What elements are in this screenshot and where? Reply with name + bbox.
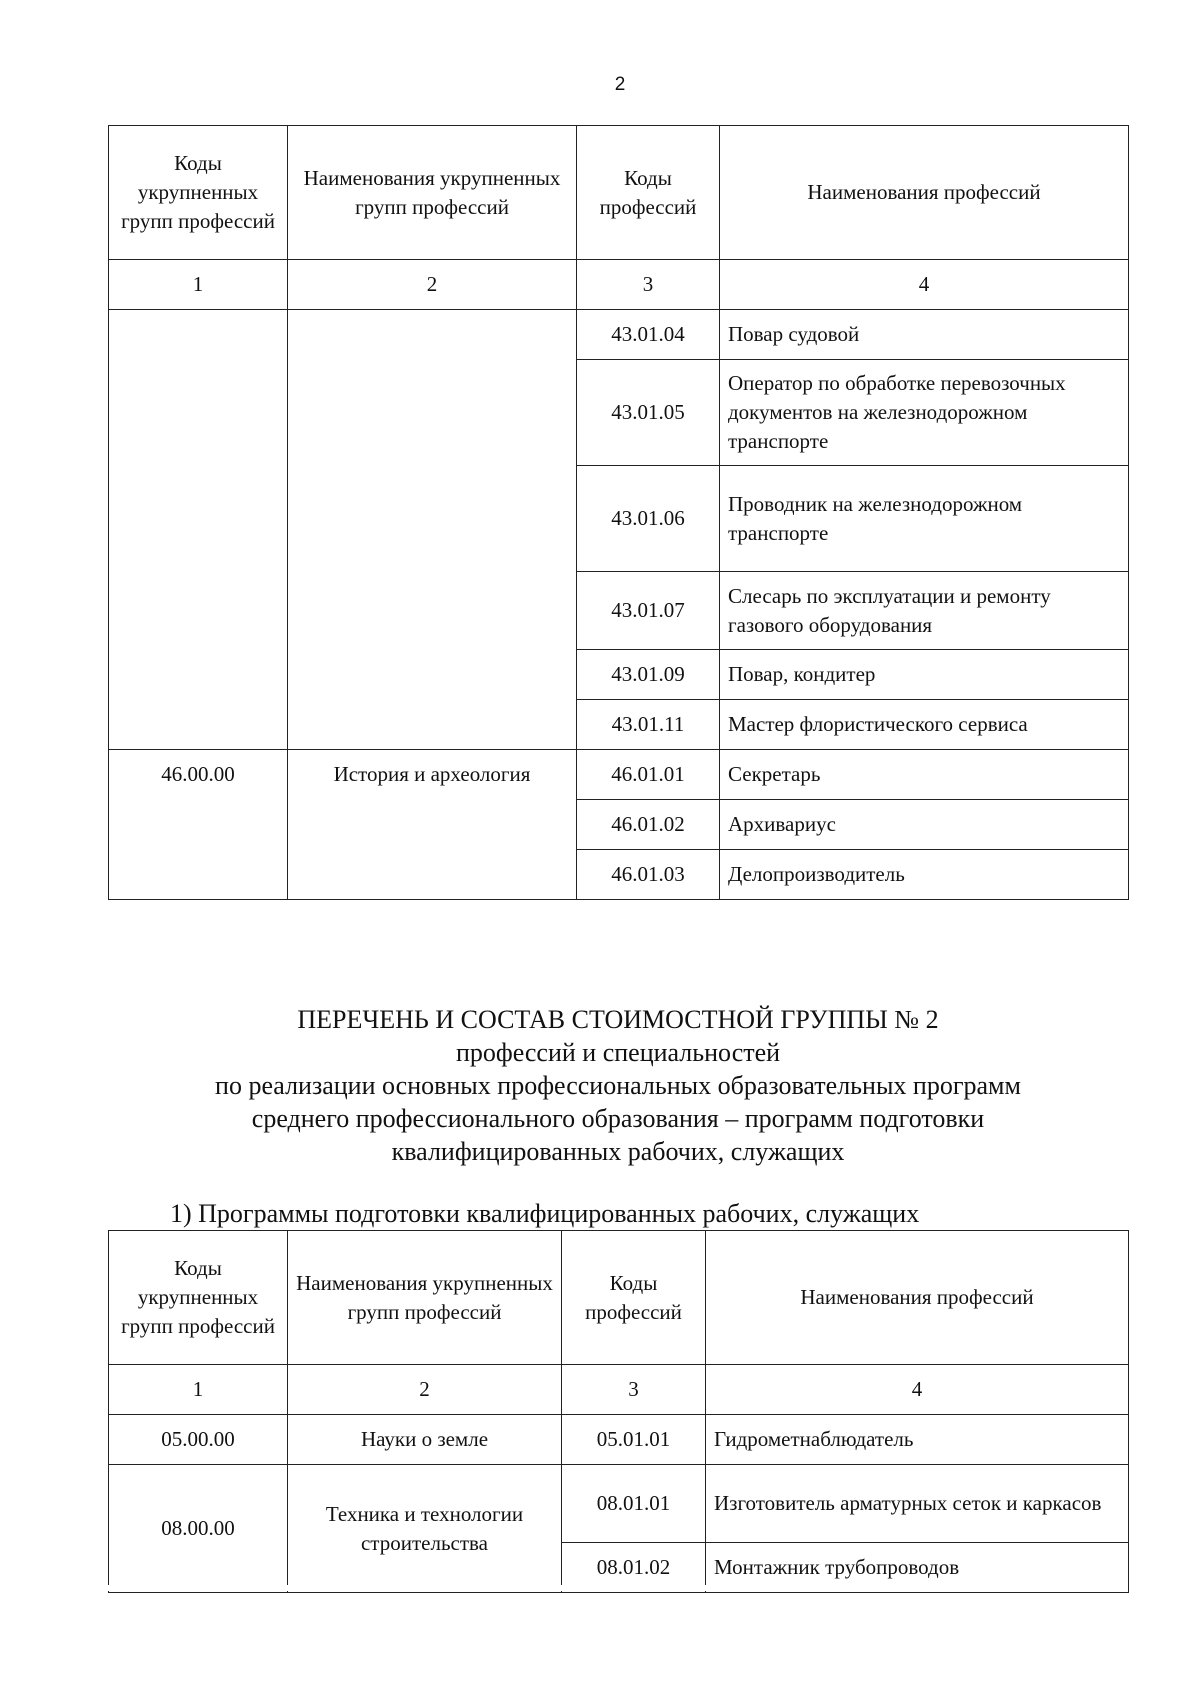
profession-name: Делопроизводитель xyxy=(720,850,1129,900)
table-row xyxy=(109,750,1129,800)
profession-name: Мастер флористического сервиса xyxy=(720,700,1129,750)
profession-name: Повар, кондитер xyxy=(720,650,1129,700)
profession-name: Секретарь xyxy=(720,750,1129,800)
section-heading xyxy=(108,1003,1128,1168)
table-row xyxy=(109,1465,1129,1543)
group-name: История и археология xyxy=(288,750,577,900)
heading-line: квалифицированных рабочих, служащих xyxy=(391,1137,845,1166)
column-number: 2 xyxy=(288,260,577,310)
column-number: 4 xyxy=(720,260,1129,310)
profession-name: Проводник на железнодорожном транспорте xyxy=(720,466,1129,572)
profession-name: Повар судовой xyxy=(720,310,1129,360)
profession-code: 46.01.02 xyxy=(577,800,720,850)
profession-code: 43.01.06 xyxy=(577,466,720,572)
column-number: 4 xyxy=(706,1365,1129,1415)
profession-code: 46.01.01 xyxy=(577,750,720,800)
profession-code: 08.01.01 xyxy=(562,1465,706,1543)
group-code: 08.00.00 xyxy=(109,1465,288,1593)
professions-table-group-2 xyxy=(108,1230,1129,1593)
column-number: 3 xyxy=(562,1365,706,1415)
profession-name: Архивариус xyxy=(720,800,1129,850)
profession-code: 43.01.09 xyxy=(577,650,720,700)
profession-code: 46.01.03 xyxy=(577,850,720,900)
profession-code: 43.01.04 xyxy=(577,310,720,360)
professions-table-continued xyxy=(108,125,1129,900)
profession-code: 43.01.11 xyxy=(577,700,720,750)
column-number: 2 xyxy=(288,1365,562,1415)
profession-name: Изготовитель арматурных сеток и каркасов xyxy=(706,1465,1129,1543)
header-profession-codes: Коды профессий xyxy=(577,126,720,260)
table-bottom-cut xyxy=(108,1585,1128,1591)
header-profession-names: Наименования профессий xyxy=(720,126,1129,260)
heading-line: по реализации основных профессиональных образовательных программ xyxy=(215,1071,1021,1100)
header-group-codes: Коды укрупненных групп профессий xyxy=(109,1231,288,1365)
profession-name: Слесарь по эксплуатации и ремонту газового оборудования xyxy=(720,572,1129,650)
profession-name: Монтажник трубопроводов xyxy=(706,1543,1129,1593)
profession-name: Оператор по обработке перевозочных документов на железнодорожном транспорте xyxy=(720,360,1129,466)
group-code: 05.00.00 xyxy=(109,1415,288,1465)
heading-line: профессий и специальностей xyxy=(455,1038,781,1067)
group-name: Техника и технологии строительства xyxy=(288,1465,562,1593)
group-code-cell-empty xyxy=(109,310,288,750)
header-profession-names: Наименования профессий xyxy=(706,1231,1129,1365)
table-row xyxy=(109,1415,1129,1465)
group-name-cell-empty xyxy=(288,310,577,750)
column-number: 1 xyxy=(109,260,288,310)
table-header-row xyxy=(109,126,1129,260)
table-row xyxy=(109,310,1129,360)
group-name: Науки о земле xyxy=(288,1415,562,1465)
profession-code: 08.01.02 xyxy=(562,1543,706,1593)
header-profession-codes: Коды профессий xyxy=(562,1231,706,1365)
table-header-row xyxy=(109,1231,1129,1365)
profession-code: 05.01.01 xyxy=(562,1415,706,1465)
header-group-names: Наименования укрупненных групп профессий xyxy=(288,1231,562,1365)
heading-line: среднего профессионального образования – программ подготовки xyxy=(251,1104,985,1133)
group-code: 46.00.00 xyxy=(109,750,288,900)
column-number: 3 xyxy=(577,260,720,310)
page-number: 2 xyxy=(614,74,626,95)
profession-name: Гидрометнаблюдатель xyxy=(706,1415,1129,1465)
profession-code: 43.01.05 xyxy=(577,360,720,466)
profession-code: 43.01.07 xyxy=(577,572,720,650)
column-number: 1 xyxy=(109,1365,288,1415)
header-group-names: Наименования укрупненных групп профессий xyxy=(288,126,577,260)
subsection-title: 1) Программы подготовки квалифицированных рабочих, служащих xyxy=(170,1199,920,1228)
heading-line: ПЕРЕЧЕНЬ И СОСТАВ СТОИМОСТНОЙ ГРУППЫ № 2 xyxy=(297,1005,939,1034)
header-group-codes: Коды укрупненных групп профессий xyxy=(109,126,288,260)
column-number-row xyxy=(109,1365,1129,1415)
column-number-row xyxy=(109,260,1129,310)
